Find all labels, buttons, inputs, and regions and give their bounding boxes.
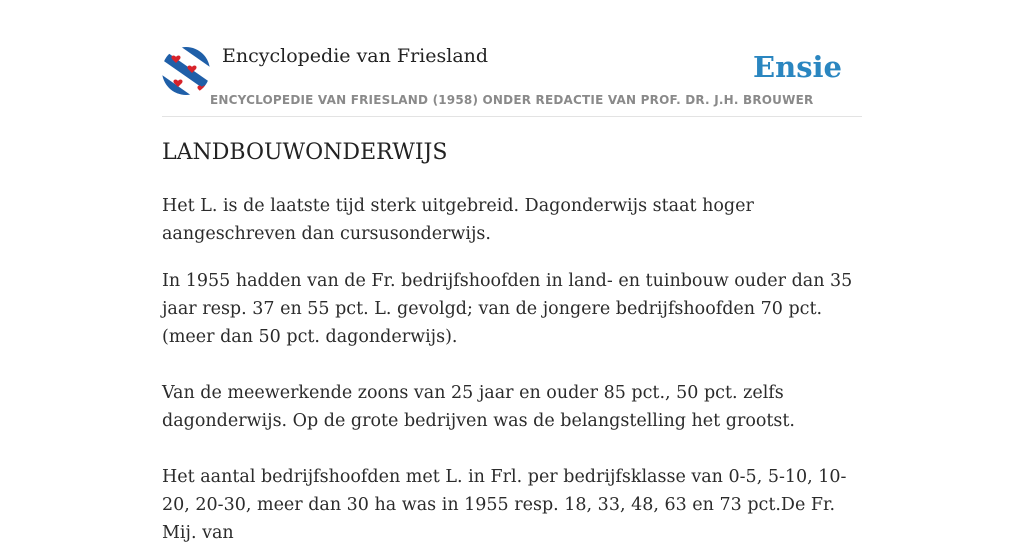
page [162, 0, 862, 543]
article-paragraph: Van de meewerkende zoons van 25 jaar en ouder 85 pct., 50 pct. zelfs dagonderwijs. Op de grote bedrijven was de belangstelling het grootst. [162, 383, 795, 431]
frisian-flag-icon[interactable] [162, 47, 210, 95]
article-paragraph: In 1955 hadden van de Fr. bedrijfshoofden in land- en tuinbouw ouder dan 35 jaar resp. 37 en 55 pct. L. gevolgd; van de jongere bedrijfshoofden 70 pct. (meer dan 50 pct. dagonderwijs). [162, 271, 853, 347]
article-paragraph: Het aantal bedrijfshoofden met L. in Frl. per bedrijfsklasse van 0-5, 5-10, 10-20, 20-30, meer dan 30 ha was in 1955 resp. 18, 33, 48, 63 en 73 pct.De Fr. Mij. van [162, 467, 847, 543]
site-header [162, 0, 862, 117]
brand-logo-text[interactable]: Ensie [753, 50, 842, 84]
article-title: LANDBOUWONDERWIJS [162, 140, 448, 165]
article-body [162, 192, 862, 547]
site-title[interactable]: Encyclopedie van Friesland [222, 45, 489, 67]
site-subtitle: ENCYCLOPEDIE VAN FRIESLAND (1958) ONDER REDACTIE VAN PROF. DR. J.H. BROUWER [210, 93, 814, 107]
article-paragraph: Het L. is de laatste tijd sterk uitgebreid. Dagonderwijs staat hoger aangeschreven dan cursusonderwijs. [162, 196, 754, 244]
